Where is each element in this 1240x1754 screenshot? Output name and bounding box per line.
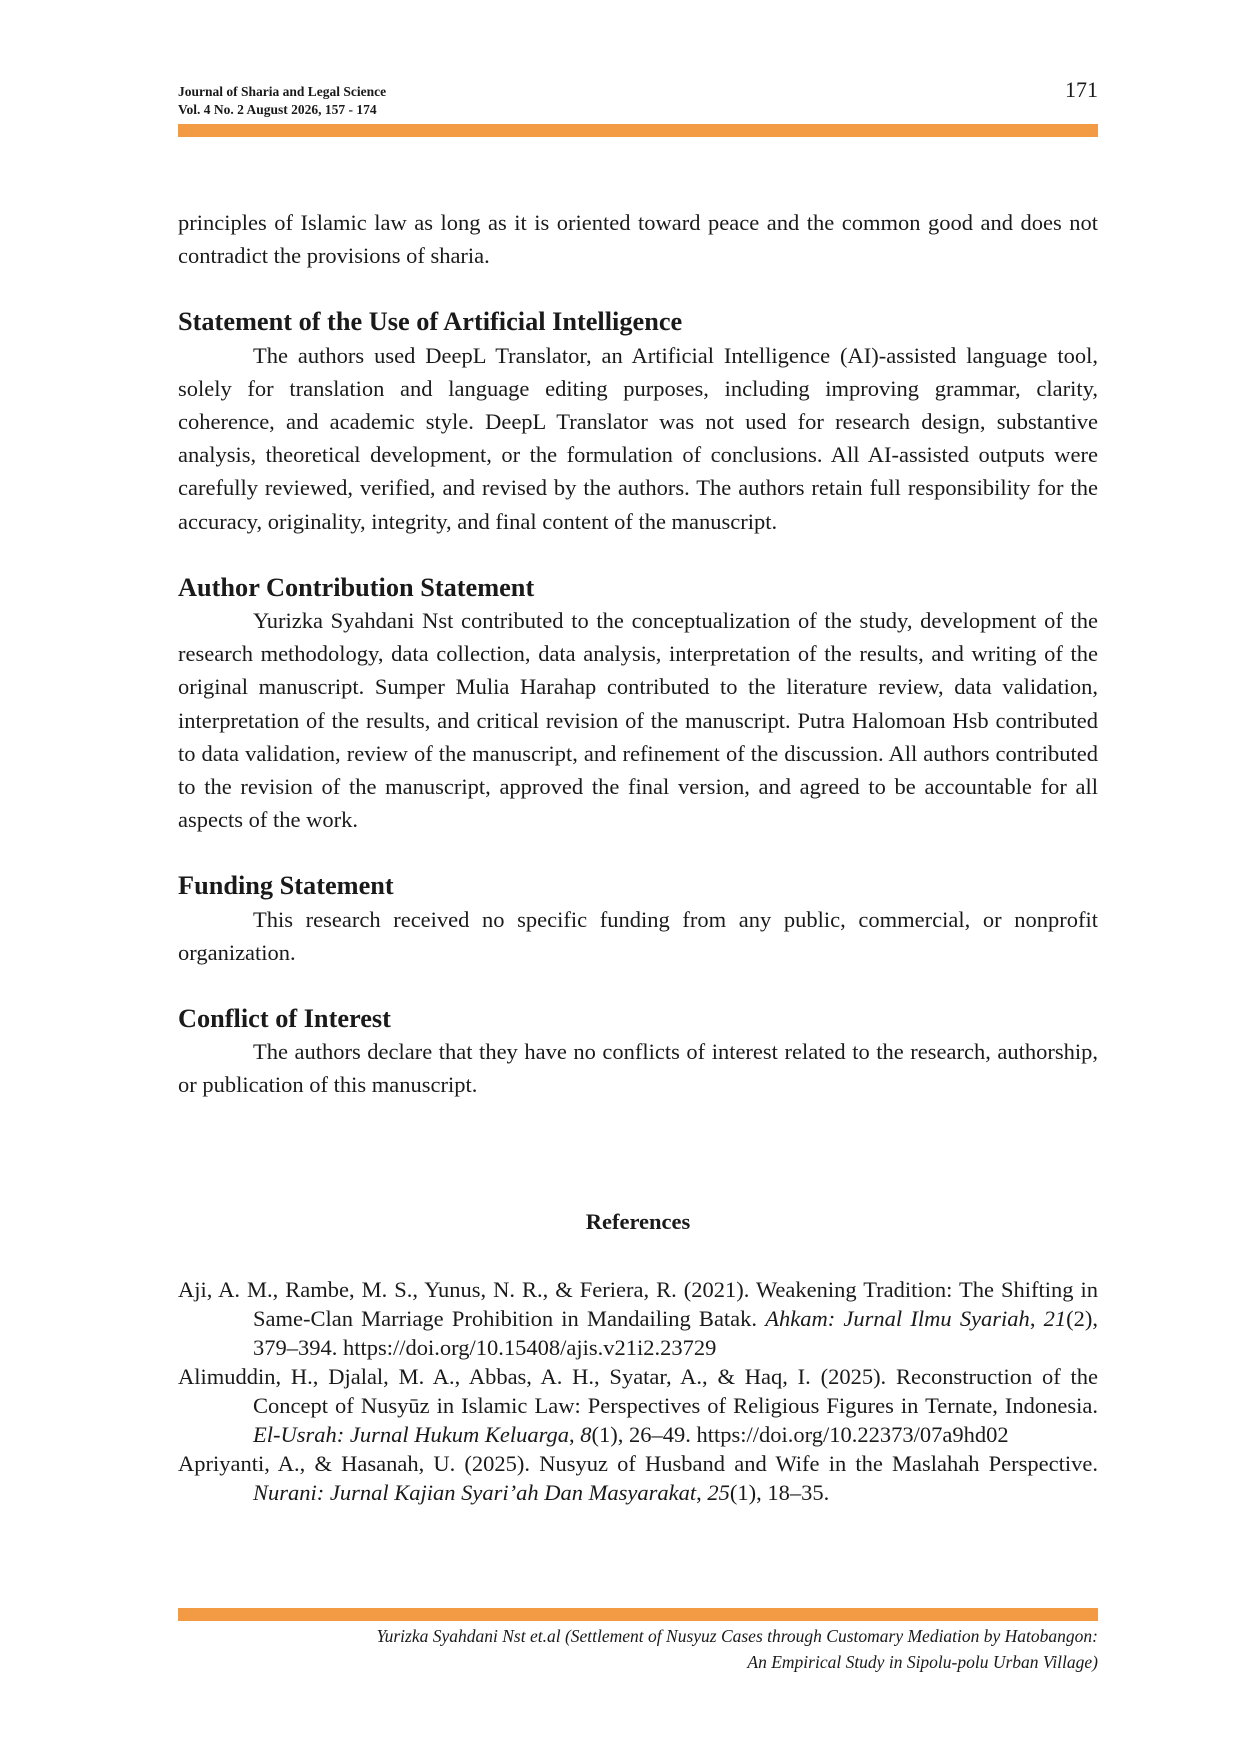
reference-volume: 8 bbox=[580, 1422, 592, 1447]
reference-item: Apriyanti, A., & Hasanah, U. (2025). Nusyuz of Husband and Wife in the Maslahah Perspective. Nurani: Jurnal Kajian Syari’ah Dan Masyarakat, 25(1), 18–35. bbox=[178, 1451, 1098, 1505]
section-text-ai: The authors used DeepL Translator, an Artificial Intelligence (AI)-assisted language tool, solely for translation and language editing purposes, including improving grammar, clarity, coherence, and academic style. DeepL Translator was not used for research design, substantive analysis, theoretical development, or the formulation of conclusions. All AI-assisted outputs were carefully reviewed, verified, and revised by the authors. The authors retain full responsibility for the accuracy, originality, integrity, and final content of the manuscript. bbox=[178, 342, 1098, 534]
section-heading-funding: Funding Statement bbox=[178, 871, 394, 901]
reference-volume: 21 bbox=[1043, 1306, 1067, 1331]
reference-pages-doi: (1), 26–49. https://doi.org/10.22373/07a9hd02 bbox=[591, 1422, 1009, 1447]
footer-line-1 bbox=[178, 1623, 1098, 1649]
reference-authors-title: Apriyanti, A., & Hasanah, U. (2025). Nusyuz of Husband and Wife in the Maslahah Perspective. bbox=[178, 1451, 1098, 1476]
page-footer bbox=[178, 1623, 1098, 1675]
page-number: 171 bbox=[1065, 77, 1098, 102]
footer-accent-bar bbox=[178, 1608, 1098, 1621]
reference-authors-title: Alimuddin, H., Djalal, M. A., Abbas, A. H., Syatar, A., & Haq, I. (2025). Reconstruction of the Concept of Nusyūz in Islamic Law: Perspectives of Religious Figures in Ternate, Indonesia. bbox=[178, 1364, 1098, 1418]
section-heading-author-contribution: Author Contribution Statement bbox=[178, 572, 535, 602]
reference-pages-doi: (1), 18–35. bbox=[729, 1480, 830, 1505]
page-header bbox=[178, 77, 1098, 119]
journal-name: Journal of Sharia and Legal Science bbox=[178, 84, 387, 99]
section-text-funding: This research received no specific funding from any public, commercial, or nonprofit organization. bbox=[178, 906, 1098, 965]
continuation-paragraph: principles of Islamic law as long as it is oriented toward peace and the common good and does not contradict the provisions of sharia. bbox=[178, 210, 1098, 269]
section-heading-conflict: Conflict of Interest bbox=[178, 1004, 391, 1034]
main-text bbox=[178, 206, 1098, 1102]
footer-article-title: (Settlement of Nusyuz Cases through Customary Mediation by Hatobangon: bbox=[564, 1626, 1098, 1646]
reference-journal: Ahkam: Jurnal Ilmu Syariah bbox=[765, 1306, 1030, 1331]
reference-volume: 25 bbox=[707, 1480, 730, 1505]
footer-authors: Yurizka Syahdani Nst et.al bbox=[376, 1626, 561, 1646]
journal-volume: Vol. 4 No. 2 August 2026, 157 - 174 bbox=[178, 102, 377, 117]
references-list bbox=[178, 1275, 1098, 1507]
section-text-author-contribution: Yurizka Syahdani Nst contributed to the conceptualization of the study, development of the research methodology, data collection, data analysis, interpretation of the results, and writing of the original manuscript. Sumper Mulia Harahap contributed to the literature review, data validation, interpretation of the results, and critical revision of the manuscript. Putra Halomoan Hsb contributed to data validation, review of the manuscript, and refinement of the discussion. All authors contributed to the revision of the manuscript, approved the final version, and agreed to be accountable for all aspects of the work. bbox=[178, 608, 1098, 833]
reference-item: Aji, A. M., Rambe, M. S., Yunus, N. R., & Feriera, R. (2021). Weakening Tradition: The Shifting in Same-Clan Marriage Prohibition in Mandailing Batak. Ahkam: Jurnal Ilmu Syariah, 21(2), 379–394. https://doi.org/10.15408/ajis.v21i2.23729 bbox=[178, 1277, 1099, 1360]
reference-item: Alimuddin, H., Djalal, M. A., Abbas, A. H., Syatar, A., & Haq, I. (2025). Reconstruction of the Concept of Nusyūz in Islamic Law: Perspectives of Religious Figures in Ternate, Indonesia. El-Usrah: Jurnal Hukum Keluarga, 8(1), 26–49. https://doi.org/10.22373/07a9hd02 bbox=[178, 1364, 1098, 1447]
reference-pages-doi: (2), 379–394. https://doi.org/10.15408/ajis.v21i2.23729 bbox=[253, 1306, 1099, 1360]
reference-journal: Nurani: Jurnal Kajian Syari’ah Dan Masyarakat bbox=[253, 1480, 697, 1505]
reference-authors-title: Aji, A. M., Rambe, M. S., Yunus, N. R., & Feriera, R. (2021). Weakening Tradition: The Shifting in Same-Clan Marriage Prohibition in Mandailing Batak. bbox=[178, 1277, 1098, 1331]
section-heading-ai: Statement of the Use of Artificial Intelligence bbox=[178, 307, 683, 337]
reference-journal: El-Usrah: Jurnal Hukum Keluarga bbox=[253, 1422, 570, 1447]
header-accent-bar bbox=[178, 124, 1098, 137]
section-text-conflict: The authors declare that they have no conflicts of interest related to the research, authorship, or publication of this manuscript. bbox=[178, 1039, 1098, 1098]
footer-line-2: An Empirical Study in Sipolu-polu Urban Village) bbox=[747, 1652, 1098, 1672]
references-title: References bbox=[585, 1209, 691, 1234]
